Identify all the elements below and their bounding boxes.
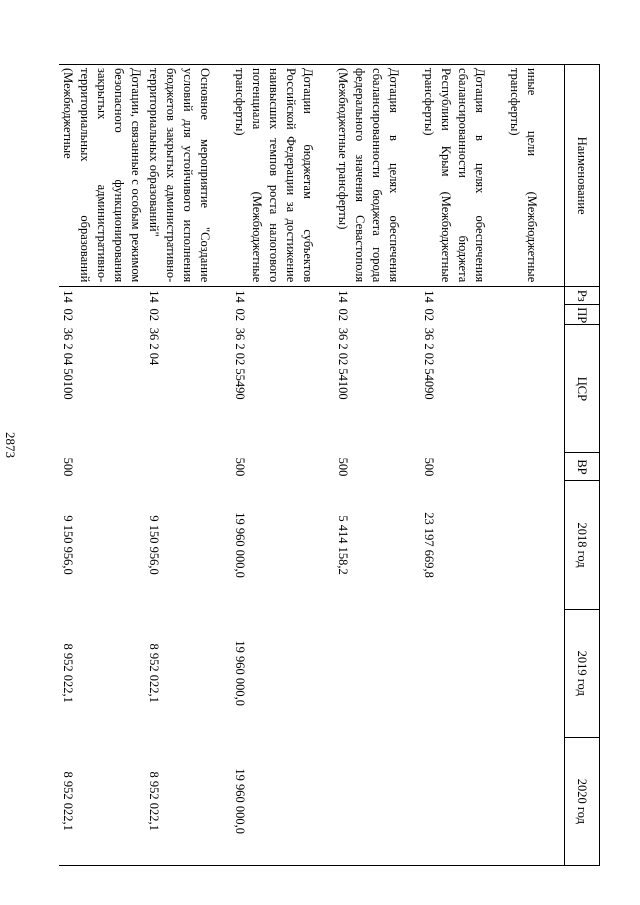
row-pr: 02 [422, 308, 437, 322]
table-row [146, 65, 232, 866]
header-2020: 2020 год [565, 737, 600, 865]
row-pr: 02 [336, 308, 351, 322]
row-vr: 500 [233, 457, 248, 477]
rotated-table-layer [61, 64, 600, 866]
header-rz: Рз [565, 287, 600, 305]
row-2020 [335, 737, 421, 865]
row-vr [507, 453, 565, 481]
header-csr: ЦСР [565, 325, 600, 453]
budget-table-container [61, 64, 600, 866]
page-number: 2873 [3, 432, 18, 458]
row-2019 [335, 609, 421, 737]
row-2018 [507, 481, 565, 609]
table-row [232, 65, 335, 866]
row-vr: 500 [61, 457, 76, 477]
row-2019: 8 952 022,1 [147, 643, 162, 703]
table-row [60, 65, 146, 866]
row-name: Основное мероприятие "Создание условий для устойчивого исполнения бюджетов закрытых административно-территориальных образований" [146, 65, 232, 287]
header-row [565, 65, 600, 866]
header-name: Наименование [565, 65, 600, 287]
row-rz: 14 [336, 290, 351, 303]
row-csr: 36 2 04 [147, 327, 162, 366]
row-rz: 14 [147, 290, 162, 303]
row-rz: 14 [233, 290, 248, 303]
row-2019: 19 960 000,0 [233, 640, 248, 707]
row-pr: 02 [147, 308, 162, 322]
row-name: иные цели (Межбюджетные трансферты) [507, 65, 565, 287]
row-2020: 19 960 000,0 [232, 737, 335, 865]
row-pr: 02 [233, 308, 248, 322]
row-vr: 500 [422, 457, 437, 477]
row-2018: 9 150 956,0 [61, 515, 76, 575]
row-2018: 9 150 956,0 [147, 515, 162, 575]
row-pr: 02 [61, 308, 76, 322]
row-name: Дотации, связанные с особым режимом безопасного функционирования закрытых административно-территориальных образований (Межбюджетные [60, 65, 146, 287]
row-vr [146, 453, 232, 481]
row-2020 [421, 737, 507, 865]
row-2018: 5 414 158,2 [336, 515, 351, 575]
budget-table [60, 64, 601, 866]
row-rz [507, 287, 565, 305]
table-row [421, 65, 507, 866]
header-vr: ВР [565, 453, 600, 481]
row-2018: 19 960 000,0 [233, 512, 248, 578]
row-name: Дотация в целях обеспечения сбалансированности бюджета города федерального значения Севастополя (Межбюджетные трансферты) [335, 65, 421, 287]
row-2019: 8 952 022,1 [61, 643, 76, 703]
header-2018: 2018 год [565, 481, 600, 609]
row-pr [507, 305, 565, 325]
row-2019 [421, 609, 507, 737]
row-2020: 8 952 022,1 [146, 737, 232, 865]
row-csr [507, 325, 565, 453]
row-rz: 14 [422, 290, 437, 303]
row-2018: 23 197 669,8 [422, 512, 437, 578]
row-csr: 36 2 04 50100 [61, 327, 76, 400]
row-2020 [507, 737, 565, 865]
row-vr: 500 [336, 457, 351, 477]
row-csr: 36 2 02 54100 [336, 327, 351, 400]
row-csr: 36 2 02 55490 [233, 327, 248, 400]
table-row [335, 65, 421, 866]
row-rz: 14 [61, 290, 76, 303]
header-2019: 2019 год [565, 609, 600, 737]
row-2020: 8 952 022,1 [60, 737, 146, 865]
header-pr: ПР [565, 305, 600, 325]
row-csr: 36 2 02 54090 [422, 327, 437, 400]
table-row [507, 65, 565, 866]
row-name: Дотация в целях обеспечения сбалансированности бюджета Республики Крым (Межбюджетные трансферты) [421, 65, 507, 287]
row-2019 [507, 609, 565, 737]
row-name: Дотации бюджетам субъектов Российской Федерации за достижение наивысших темпов роста налогового потенциала (Межбюджетные трансферты) [232, 65, 335, 287]
